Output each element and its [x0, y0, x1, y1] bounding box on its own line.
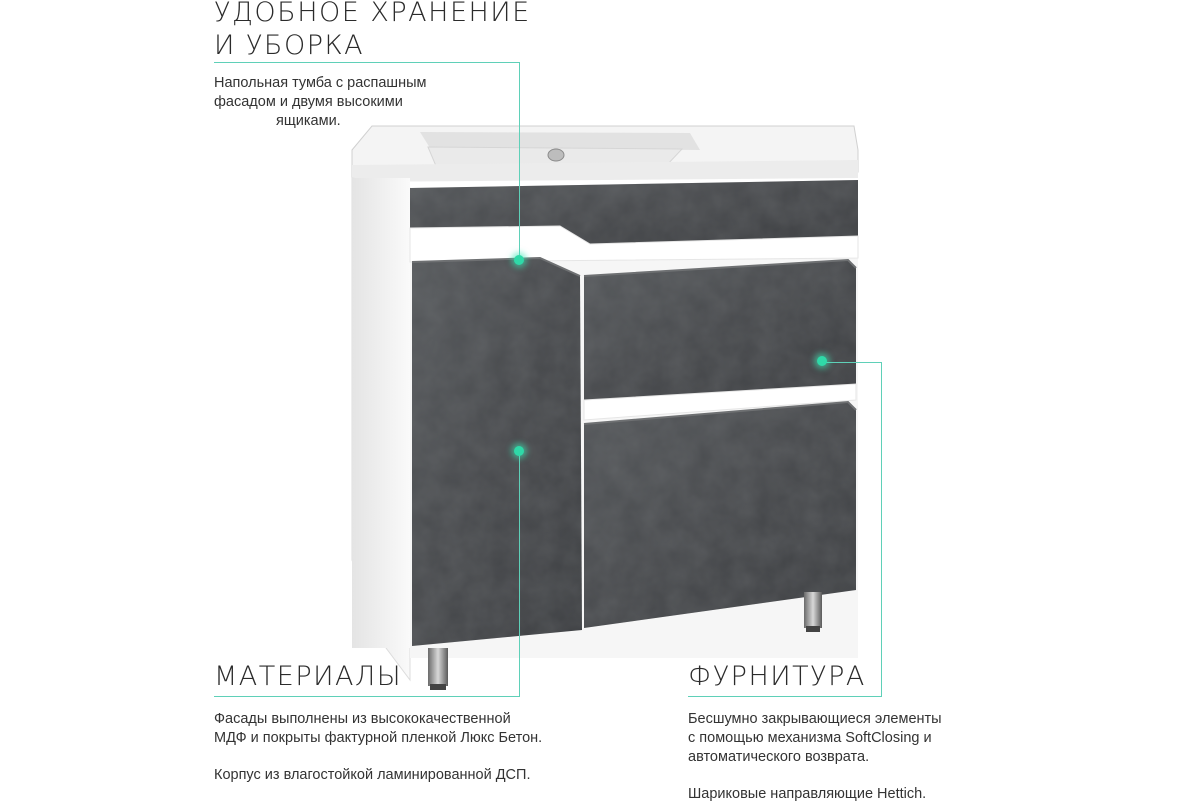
- materials-para1-line2: МДФ и покрыты фактурной пленкой Люкс Бетон.: [214, 730, 543, 746]
- storage-callout-line-v: [519, 62, 520, 260]
- materials-callout-line-h: [214, 696, 520, 697]
- door-front: [412, 258, 582, 646]
- materials-heading: МАТЕРИАЛЫ: [214, 661, 403, 692]
- materials-para1-line1: Фасады выполнены из высококачественной: [214, 711, 511, 727]
- hardware-description: [688, 710, 942, 804]
- sink-basin: [352, 126, 858, 182]
- storage-text-line3: ящиками.: [276, 113, 341, 129]
- drain-icon: [548, 149, 564, 161]
- hardware-para1-line1: Бесшумно закрывающиеся элементы: [688, 711, 942, 727]
- hardware-para1-line3: автоматического возврата.: [688, 749, 870, 765]
- materials-description: [214, 710, 542, 785]
- materials-para2: Корпус из влагостойкой ламинированной ДСП.: [214, 767, 531, 783]
- hardware-heading: ФУРНИТУРА: [688, 661, 866, 692]
- storage-marker-dot: [514, 255, 524, 265]
- storage-description: [214, 74, 426, 131]
- materials-marker-dot: [514, 446, 524, 456]
- hardware-callout-line-h2: [688, 696, 882, 697]
- storage-text-line2: фасадом и двумя высокими: [214, 94, 403, 110]
- storage-heading-line1: УДОБНОЕ ХРАНЕНИЕ: [214, 0, 531, 28]
- hardware-para2: Шариковые направляющие Hettich.: [688, 786, 927, 802]
- storage-text-line1: Напольная тумба с распашным: [214, 75, 427, 91]
- storage-heading-line2: И УБОРКА: [214, 30, 365, 61]
- upper-drawer: [584, 260, 856, 400]
- materials-callout-line-v: [519, 452, 520, 696]
- storage-heading: [214, 0, 531, 62]
- hardware-marker-dot: [817, 356, 827, 366]
- hardware-para1-line2: с помощью механизма SoftClosing и: [688, 730, 932, 746]
- hardware-callout-line-h1: [824, 362, 882, 363]
- storage-callout-line-h: [214, 62, 520, 63]
- hardware-callout-line-v: [881, 362, 882, 696]
